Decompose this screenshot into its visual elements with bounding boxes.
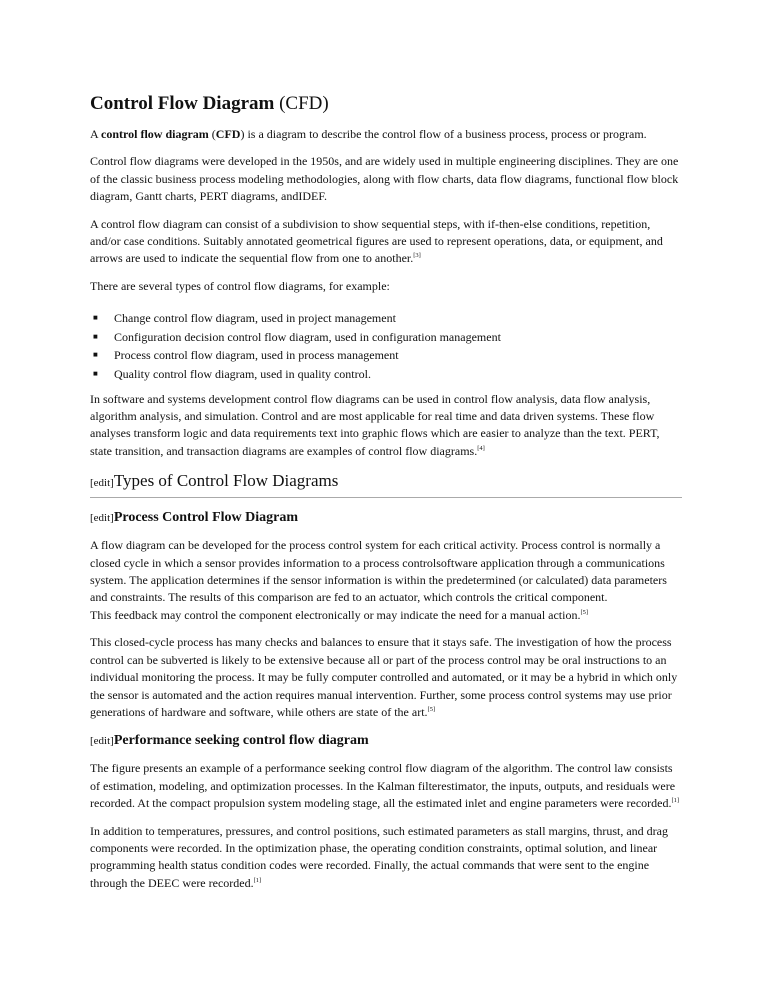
subsection-heading-text: Performance seeking control flow diagram (113, 733, 369, 749)
bullet-icon: ■ (93, 369, 98, 379)
citation-link[interactable]: [5] (580, 608, 589, 616)
performance-paragraph (90, 760, 682, 812)
list-item-text: Change control flow diagram, used in project management (114, 311, 396, 326)
page-title-text: Control Flow Diagram (90, 93, 275, 114)
article-body (90, 92, 682, 902)
intro-open: ( (208, 127, 216, 141)
subsection-heading-process (90, 508, 682, 528)
types-intro-paragraph: There are several types of control flow diagrams, for example: (90, 278, 390, 293)
page-title (90, 92, 682, 116)
subsection-heading-text: Process Control Flow Diagram (113, 510, 299, 526)
closed-cycle-text: This closed-cycle process has many checks and balances to ensure that it stays safe. The investigation of how the process control can be subverted is likely to be extensive because all or part of the process control may be oral instructions to an individual monitoring the process. It may be fully computer controlled and automated, or it may be a hybrid in which only the sensor is automated and the action requires manual intervention. Further, some process control systems may use prior generations of hardware and software, while others are state of the art. (90, 635, 678, 719)
history-paragraph: Control flow diagrams were developed in the 1950s, and are widely used in multiple engineering disciplines. They are one of the classic business process modeling methodologies, along with flow charts, data flow diagrams, functional flow block diagram, Gantt charts, PERT diagrams, andIDEF. (90, 154, 679, 204)
list-item-text: Process control flow diagram, used in process management (114, 348, 399, 363)
edit-link[interactable]: [edit] (90, 512, 114, 525)
citation-link[interactable]: [5] (427, 705, 436, 713)
list-item-text: Configuration decision control flow diagram, used in configuration management (114, 329, 501, 344)
subsection-heading-performance (90, 731, 682, 751)
intro-paragraph (90, 126, 682, 143)
page-title-abbr: (CFD) (279, 93, 329, 114)
list-item (90, 309, 682, 328)
citation-link[interactable]: [1] (671, 797, 680, 805)
software-text: In software and systems development control flow diagrams can be used in control flow analysis, data flow analysis, algorithm analysis, and simulation. Control and are most applicable for real time and data driven systems. These flow analyses transform logic and data requirements text into graphic flows which are easier to analyze than the text. PERT, state transition, and transaction diagrams are examples of control flow diagrams. (90, 391, 660, 458)
intro-lead: A (90, 127, 102, 141)
edit-link[interactable]: [edit] (90, 735, 114, 748)
list-item-text: Quality control flow diagram, used in quality control. (114, 367, 371, 382)
list-item (90, 328, 682, 347)
parameters-paragraph (90, 823, 682, 893)
bullet-icon: ■ (93, 350, 98, 360)
closed-cycle-paragraph (90, 634, 682, 721)
structure-paragraph (90, 216, 682, 268)
types-list (90, 309, 682, 383)
intro-abbr: CFD (215, 127, 241, 141)
list-item (90, 365, 682, 384)
bullet-icon: ■ (93, 313, 98, 323)
bullet-icon: ■ (93, 331, 98, 341)
citation-link[interactable]: [3] (413, 252, 421, 260)
citation-link[interactable]: [4] (477, 444, 485, 452)
process-text: A flow diagram can be developed for the process control system for each critical activity. Process control is normally a closed cycle in which a sensor provides information to a process controlsoftware application through a communications system. The application determines if the sensor information is within the predetermined (or calculated) data parameters and constraints. The results of this comparison are fed to an actuator, which controls the critical component. (90, 538, 667, 605)
section-heading-types (90, 470, 682, 498)
process-paragraph (90, 537, 682, 624)
list-item (90, 346, 682, 365)
intro-rest: ) is a diagram to describe the control flow of a business process, process or program. (240, 127, 647, 141)
structure-text: A control flow diagram can consist of a subdivision to show sequential steps, with if-then-else conditions, repetition, and/or case conditions. Suitably annotated geometrical figures are used to represent operations, data, or equipment, and arrows are used to indicate the sequential flow from one to another. (90, 216, 663, 266)
process-text-line2: This feedback may control the component electronically or may indicate the need for a manual action. (90, 607, 581, 622)
edit-link[interactable]: [edit] (90, 477, 114, 490)
parameters-text: In addition to temperatures, pressures, and control positions, such estimated parameters as stall margins, thrust, and drag components were recorded. In the optimization phase, the operating condition constraints, optimal solution, and linear programming health status condition codes were recorded. Finally, the actual commands that were sent to the engine through the DEEC were recorded. (90, 823, 668, 890)
citation-link[interactable]: [1] (253, 876, 262, 884)
software-paragraph (90, 391, 682, 461)
section-heading-text: Types of Control Flow Diagrams (113, 471, 339, 491)
intro-term: control flow diagram (101, 127, 209, 141)
performance-text: The figure presents an example of a performance seeking control flow diagram of the algorithm. The control law consists of estimation, modeling, and optimization processes. In the Kalman filterestimator, the inputs, outputs, and residuals were recorded. At the compact propulsion system modeling stage, all the estimated inlet and engine parameters were recorded. (90, 761, 676, 811)
